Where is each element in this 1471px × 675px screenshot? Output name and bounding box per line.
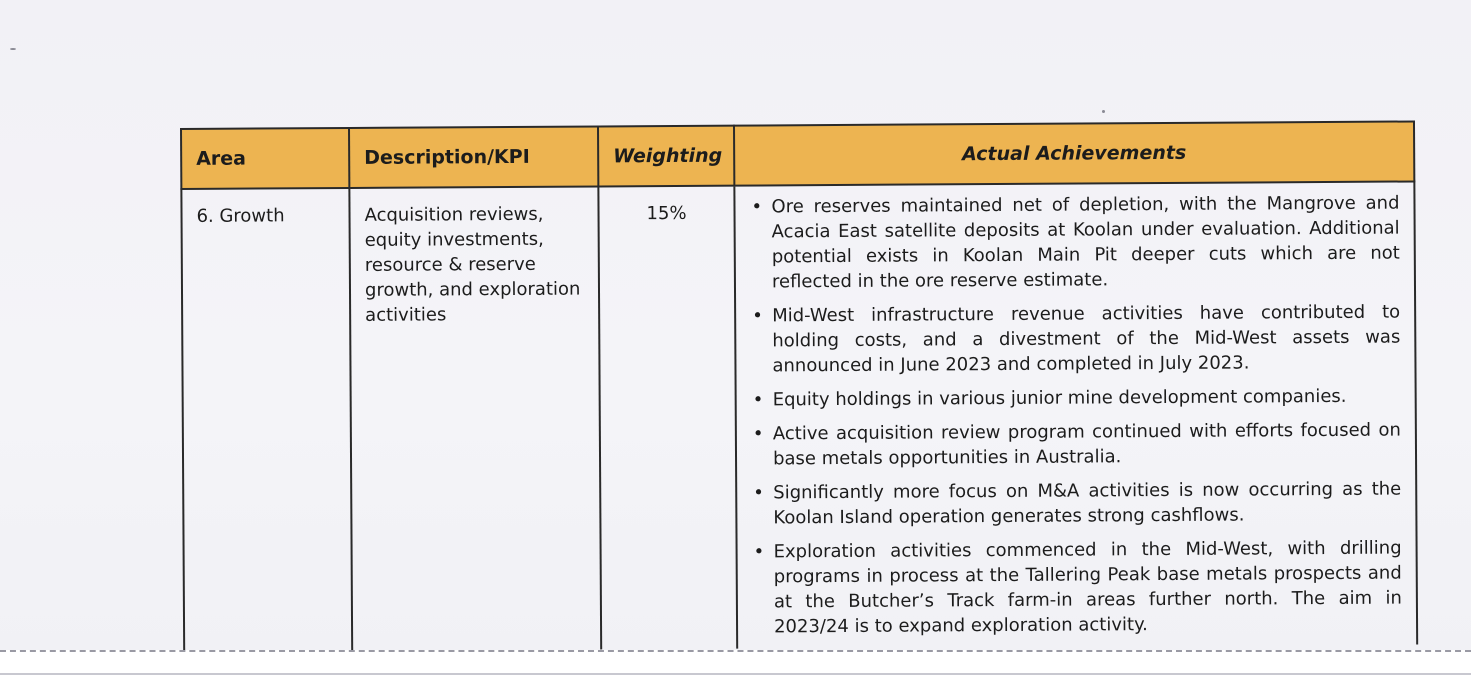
bullet-icon: • <box>752 423 764 445</box>
achievement-text: Exploration activities commenced in the Mid-West, with drilling programs in process at the Tallering Peak base metals prospects and at the Butcher’s Track farm-in areas further north. The aim in 2023/24 is to expand exploration activity. <box>773 537 1402 638</box>
bullet-icon: • <box>753 541 765 563</box>
achievement-text: Active acquisition review program continued with efforts focused on base metals opportunities in Australia. <box>772 419 1401 470</box>
bullet-icon: • <box>751 196 763 218</box>
achievements-list <box>749 191 1402 640</box>
list-item <box>750 300 1400 379</box>
bullet-icon: • <box>752 305 763 327</box>
achievement-text: Ore reserves maintained net of depletion, with the Mangrove and Acacia East satellite deposits at Koolan under evaluation. Additional potential exists in Koolan Main Pit deeper cuts which are not reflected in the ore reserve estimate. <box>771 192 1400 293</box>
table-row <box>181 181 1417 652</box>
header-actual-achievements: Actual Achievements <box>734 121 1414 185</box>
scan-speck <box>10 48 16 50</box>
achievement-text: Significantly more focus on M&A activities is now occurring as the Koolan Island operation generates strong cashflows. <box>773 478 1402 529</box>
header-description-kpi: Description/KPI <box>349 126 598 188</box>
cell-area: 6. Growth <box>181 188 352 652</box>
bullet-icon: • <box>752 389 764 411</box>
list-item <box>752 536 1403 640</box>
paper-torn-edge <box>0 650 1471 675</box>
scan-speck <box>1102 110 1105 113</box>
achievement-text: Mid-West infrastructure revenue activities have contributed to holding costs, and a divestment of the Mid-West assets was announced in June 2023 and completed in July 2023. <box>772 301 1401 377</box>
list-item <box>751 418 1401 472</box>
achievement-text: Equity holdings in various junior mine development companies. <box>772 385 1347 411</box>
header-area: Area <box>181 128 349 189</box>
list-item <box>751 477 1401 531</box>
cell-description: Acquisition reviews, equity investments, resource & reserve growth, and exploration activities <box>349 186 601 651</box>
table-header-row <box>181 121 1414 189</box>
list-item <box>751 384 1401 413</box>
list-item <box>749 191 1400 295</box>
cell-weighting: 15% <box>598 186 737 650</box>
kpi-table <box>180 120 1418 652</box>
cell-actual-achievements <box>734 181 1417 648</box>
bullet-icon: • <box>753 482 764 504</box>
header-weighting: Weighting <box>598 126 734 187</box>
